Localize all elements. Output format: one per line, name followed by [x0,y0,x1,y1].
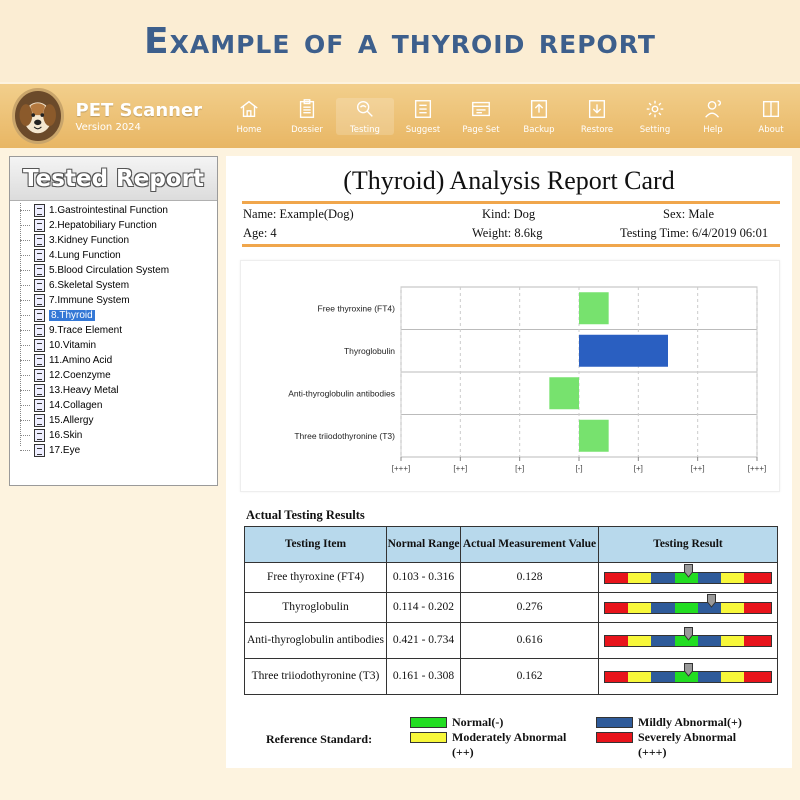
results-table [244,526,778,695]
page-set-button[interactable]: Page Set [452,98,510,135]
testing-time: Testing Time: 6/4/2019 06:01 [620,226,769,240]
result-gauge [604,602,772,614]
header-rule [242,201,780,204]
restore-button[interactable]: Restore [568,98,626,135]
info-rule [242,244,780,247]
tree-item-label: 3.Kidney Function [49,235,130,246]
magnifier-icon [354,98,376,120]
backup-button[interactable]: Backup [510,98,568,135]
home-icon [238,98,260,120]
help-button[interactable]: Help [684,98,742,135]
report-doc-icon [34,444,45,457]
category-label: Thyroglobulin [343,345,395,356]
tree-item[interactable] [20,353,217,368]
category-label: Free thyroxine (FT4) [317,303,395,314]
report-doc-icon [34,384,45,397]
tree-title: Tested Report [23,165,204,192]
report-doc-icon [34,279,45,292]
gear-icon [644,98,666,120]
report-doc-icon [34,249,45,262]
setting-button[interactable]: Setting [626,98,684,135]
tree-item-label: 12.Coenzyme [49,370,111,381]
tree-item-label: 4.Lung Function [49,250,121,261]
col-header-item: Testing Item [245,527,387,563]
cell-gauge [599,593,778,623]
x-tick-label: [-] [575,464,583,473]
clipboard-icon [296,98,318,120]
upload-icon [528,98,550,120]
tree-item-label: 10.Vitamin [49,340,97,351]
suggest-button[interactable]: Suggest [394,98,452,135]
legend-swatch [410,732,447,743]
report-doc-icon [34,309,45,322]
patient-name: Name: Example(Dog) [243,207,354,221]
cell-item: Anti-thyroglobulin antibodies [245,623,387,659]
tree-item-label: 1.Gastrointestinal Function [49,205,168,216]
legend-mild: Mildly Abnormal(+) [596,715,742,730]
report-doc-icon [34,204,45,217]
tree-item[interactable] [20,413,217,428]
tree-item-label: 13.Heavy Metal [49,385,119,396]
x-tick-label: [++] [690,464,705,473]
tree-item[interactable] [20,203,217,218]
report-doc-icon [34,219,45,232]
patient-weight: Weight: 8.6kg [472,226,543,240]
bar [579,335,668,367]
legend-severe: Severely Abnormal (+++) [596,730,758,760]
report-doc-icon [34,414,45,427]
report-doc-icon [34,294,45,307]
download-icon [586,98,608,120]
patient-kind: Kind: Dog [482,207,536,221]
tested-report-panel [9,156,218,486]
tree-item-label: 17.Eye [49,445,81,456]
tree-item[interactable] [20,428,217,443]
report-tree [10,201,217,458]
reference-legend [226,712,792,768]
book-icon [760,98,782,120]
tree-item[interactable] [20,233,217,248]
cell-range: 0.161 - 0.308 [387,659,461,695]
toolbar [220,98,800,135]
cell-item: Three triiodothyronine (T3) [245,659,387,695]
cell-value: 0.276 [461,593,599,623]
report-doc-icon [34,339,45,352]
x-tick-label: [+++] [747,464,767,473]
testing-button[interactable]: Testing [336,98,394,135]
gauge-pointer-icon [684,627,693,641]
tree-item[interactable] [20,398,217,413]
gauge-pointer-icon [707,594,716,608]
list-icon [412,98,434,120]
tree-item[interactable] [20,278,217,293]
legend-swatch [410,717,447,728]
dossier-button[interactable]: Dossier [278,98,336,135]
tree-item-label: 9.Trace Element [49,325,122,336]
table-row [245,593,778,623]
category-label: Three triiodothyronine (T3) [294,430,395,441]
tree-item-label: 14.Collagen [49,400,103,411]
x-tick-label: [+] [515,464,525,473]
report-title: (Thyroid) Analysis Report Card [343,166,675,195]
category-label: Anti-thyroglobulin antibodies [288,388,395,399]
col-header-range: Normal Range [387,527,461,563]
cell-value: 0.128 [461,563,599,593]
bar [579,292,609,324]
x-tick-label: [+] [633,464,643,473]
patient-age: Age: 4 [243,226,277,240]
app-version: Version 2024 [75,121,141,133]
tree-item[interactable] [20,323,217,338]
tree-item[interactable] [20,443,217,458]
tree-item-label: 7.Immune System [49,295,130,306]
dog-logo-icon [12,88,64,144]
banner-title: Example of a thyroid report [144,20,656,62]
result-gauge [604,635,772,647]
report-card [226,156,792,768]
chart-svg [241,261,781,493]
legend-swatch [596,732,633,743]
tree-item-label: 8.Thyroid [51,310,93,321]
cell-range: 0.103 - 0.316 [387,563,461,593]
report-doc-icon [34,264,45,277]
tree-item[interactable] [20,248,217,263]
tree-item-label: 2.Hepatobiliary Function [49,220,157,231]
cell-range: 0.114 - 0.202 [387,593,461,623]
result-gauge [604,671,772,683]
cell-gauge [599,623,778,659]
report-doc-icon [34,369,45,382]
cell-gauge [599,563,778,593]
banner [0,0,800,82]
report-doc-icon [34,234,45,247]
report-doc-icon [34,354,45,367]
legend-normal: Normal(-) [410,715,503,730]
x-tick-label: [+++] [391,464,411,473]
bar [549,377,579,409]
gauge-pointer-icon [684,663,693,677]
result-gauge [604,572,772,584]
app-header [0,84,800,148]
results-title: Actual Testing Results [246,508,365,522]
tree-item-label: 5.Blood Circulation System [49,265,170,276]
gauge-pointer-icon [684,564,693,578]
cell-item: Free thyroxine (FT4) [245,563,387,593]
cell-value: 0.616 [461,623,599,659]
tree-item[interactable] [20,368,217,383]
thyroid-chart [240,260,780,492]
tree-item[interactable] [20,308,217,323]
legend-swatch [596,717,633,728]
about-button[interactable]: About [742,98,800,135]
tree-item[interactable] [20,218,217,233]
legend-label: Reference Standard: [266,732,373,746]
x-tick-label: [++] [453,464,468,473]
table-row [245,623,778,659]
cell-value: 0.162 [461,659,599,695]
page-icon [470,98,492,120]
legend-moderate: Moderately Abnormal (++) [410,730,582,760]
table-row [245,563,778,593]
home-button[interactable]: Home [220,98,278,135]
col-header-value: Actual Measurement Value [461,527,599,563]
report-doc-icon [34,399,45,412]
tree-item-label: 15.Allergy [49,415,94,426]
report-doc-icon [34,429,45,442]
tree-item[interactable] [20,263,217,278]
tree-item-label: 6.Skeletal System [49,280,130,291]
app-name: PET Scanner [75,99,203,121]
col-header-result: Testing Result [599,527,778,563]
cell-gauge [599,659,778,695]
tree-item-label: 11.Amino Acid [49,355,113,366]
tree-item[interactable] [20,383,217,398]
patient-sex: Sex: Male [663,207,715,221]
table-row [245,659,778,695]
report-doc-icon [34,324,45,337]
tree-item-label: 16.Skin [49,430,83,441]
help-person-icon [702,98,724,120]
cell-item: Thyroglobulin [245,593,387,623]
cell-range: 0.421 - 0.734 [387,623,461,659]
bar [579,420,609,452]
tree-item[interactable] [20,338,217,353]
tree-item[interactable] [20,293,217,308]
